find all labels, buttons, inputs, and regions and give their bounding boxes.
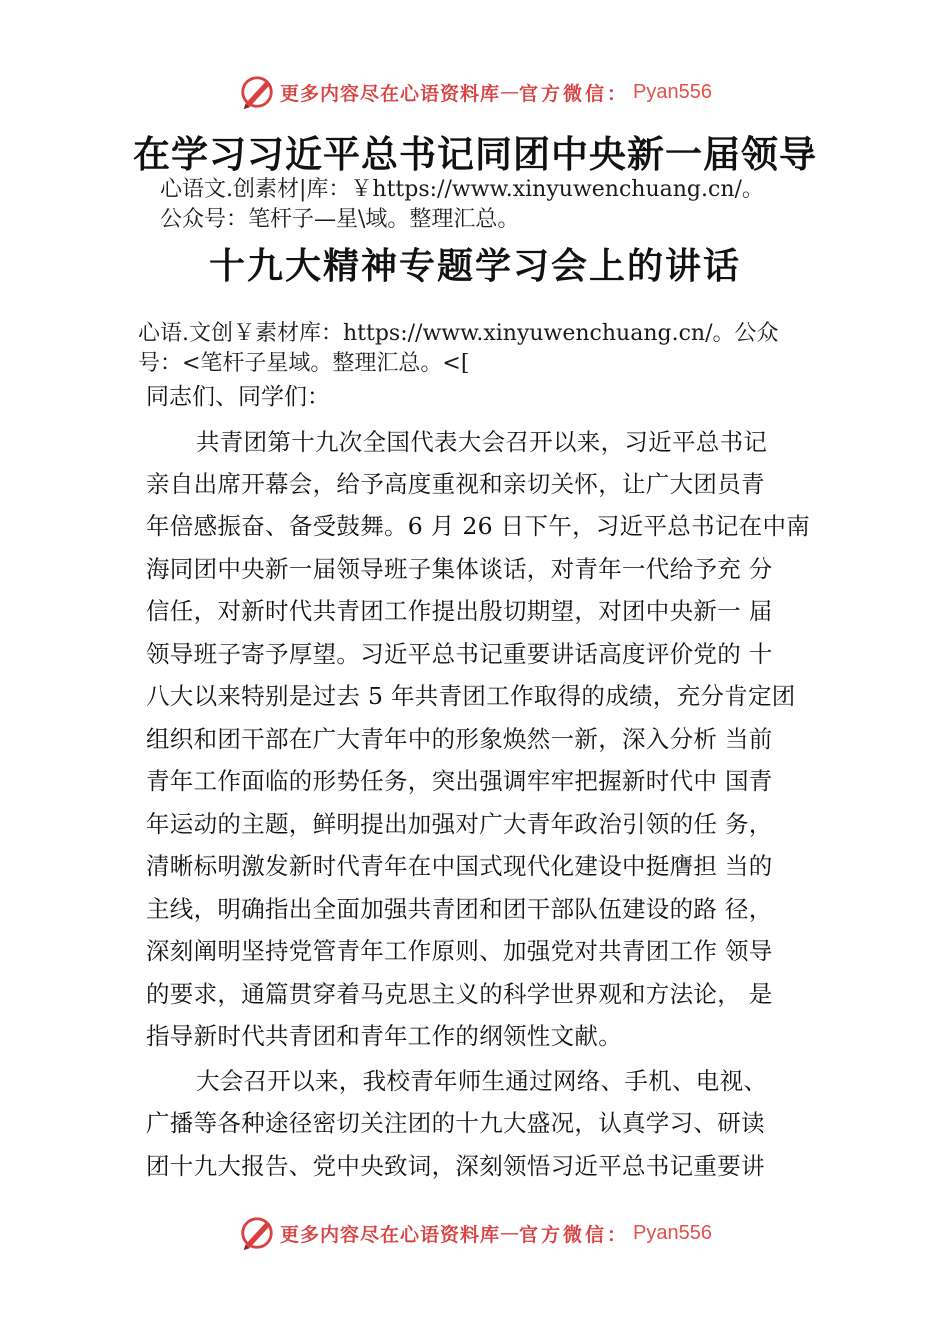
body-line: 共青团第十九次全国代表大会召开以来，习近平总书记 <box>196 428 768 456</box>
body-line: 主线，明确指出全面加强共青团和团干部队伍建设的路 径， <box>146 895 773 923</box>
body-line: 青年工作面临的形势任务，突出强调牢牢把握新时代中 国青 <box>146 767 773 795</box>
pen-logo-icon <box>238 73 276 111</box>
body-line: 的要求，通篇贯穿着马克思主义的科学世界观和方法论， 是 <box>146 980 773 1008</box>
banner-wechat-id: Pyan556 <box>633 1221 712 1244</box>
banner-lead-text: 更多内容尽在心语资料库 <box>280 1223 501 1246</box>
salutation: 同志们、同学们： <box>146 384 330 410</box>
body-line: 亲自出席开幕会，给予高度重视和亲切关怀，让广大团员青 <box>146 470 765 498</box>
title-line-2: 十九大精神专题学习会上的讲话 <box>208 245 741 287</box>
body-line: 八大以来特别是过去 5 年共青团工作取得的成绩，充分肯定团 <box>146 682 796 710</box>
body-line: 大会召开以来，我校青年师生通过网络、手机、电视、 <box>196 1067 768 1095</box>
banner-wechat-label: 官方微信： <box>519 1223 630 1246</box>
body-line: 年倍感振奋、备受鼓舞。6 月 26 日下午，习近平总书记在中南 <box>146 512 811 540</box>
body-line: 海同团中央新一届领导班子集体谈话，对青年一代给予充 分 <box>146 555 773 583</box>
body-line: 领导班子寄予厚望。习近平总书记重要讲话高度评价党的 十 <box>146 640 773 668</box>
watermark-line: 心语文.创素材|库：￥https://www.xinyuwenchuang.cn/。 <box>160 177 764 202</box>
body-line: 信任，对新时代共青团工作提出殷切期望，对团中央新一 届 <box>146 597 773 625</box>
footer-banner <box>0 1213 950 1253</box>
banner-wechat-id: Pyan556 <box>633 80 712 103</box>
title-line-1: 在学习习近平总书记同团中央新一届领导 <box>133 132 817 176</box>
body-line: 指导新时代共青团和青年工作的纲领性文献。 <box>146 1022 622 1050</box>
header-banner <box>0 72 950 112</box>
watermark-line: 心语.文创￥素材库：https://www.xinyuwenchuang.cn/。公众 <box>138 321 779 346</box>
body-line: 年运动的主题，鲜明提出加强对广大青年政治引领的任 务， <box>146 810 773 838</box>
body-line: 清晰标明激发新时代青年在中国式现代化建设中挺膺担 当的 <box>146 852 773 880</box>
banner-separator: — <box>500 1222 520 1244</box>
body-line: 深刻阐明坚持党管青年工作原则、加强党对共青团工作 领导 <box>146 937 773 965</box>
body-line: 组织和团干部在广大青年中的形象焕然一新，深入分析 当前 <box>146 725 773 753</box>
banner-lead-text: 更多内容尽在心语资料库 <box>280 82 501 105</box>
body-line: 团十九大报告、党中央致词，深刻领悟习近平总书记重要讲 <box>146 1152 765 1180</box>
watermark-line: 公众号：笔杆子—星\域。整理汇总。 <box>160 207 520 232</box>
watermark-line: 号：<笔杆子星域。整理汇总。<[ <box>138 351 470 376</box>
body-line: 广播等各种途径密切关注团的十九大盛况，认真学习、研读 <box>146 1109 765 1137</box>
pen-logo-icon <box>238 1214 276 1252</box>
banner-separator: — <box>500 81 520 103</box>
banner-wechat-label: 官方微信： <box>519 82 630 105</box>
